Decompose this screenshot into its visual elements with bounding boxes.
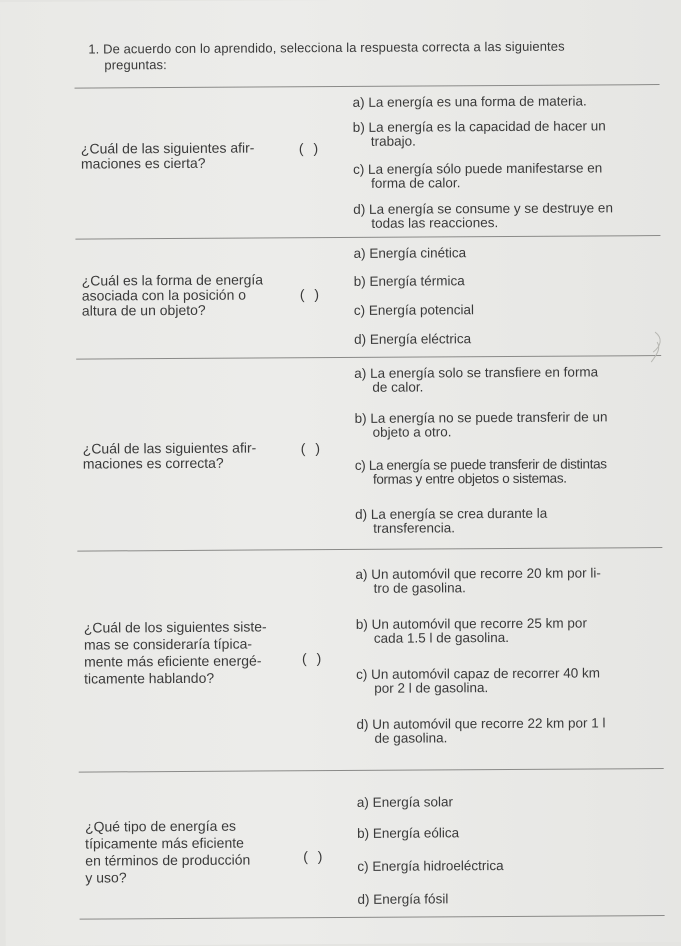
option-a: a) Energía cinética [353,245,467,261]
option-d: d) La energía se consume y se destruye en todas las reacciones. [353,200,613,231]
option-b: b) Energía eólica [357,825,460,841]
option-b: b) La energía no se puede transferir de un objeto a otro. [354,409,608,440]
option-b: b) Un automóvil que recorre 25 km por cada 1.5 l de gasolina. [355,615,587,646]
question-prompt: ¿Cuál de las siguientes afir- maciones es correcta? [82,439,257,472]
divider-q2-q3 [76,355,661,360]
option-c: c) Energía hidroeléctrica [357,858,504,874]
option-a: a) Un automóvil que recorre 20 km por li- tro de gasolina. [355,565,601,596]
option-a: a) Energía solar [356,794,454,810]
option-b: b) Energía térmica [353,273,465,289]
question-prompt: ¿Cuál es la forma de energía asociada con la posición o altura de un objeto? [81,271,264,319]
divider-q3-q4 [77,547,662,552]
question-prompt: ¿Qué tipo de energía es típicamente más eficiente en términos de producción y uso? [84,817,251,886]
answer-blank[interactable]: ( ) [303,848,326,865]
instructions-header [88,38,658,73]
instructions-line-1: 1. De acuerdo con lo aprendido, selecciona la respuesta correcta a las siguientes [88,38,565,57]
instructions-line-2: preguntas: [104,57,167,73]
option-d: d) La energía se crea durante la transferencia. [355,505,548,536]
option-a: a) La energía solo se transfiere en forma de calor. [354,364,599,395]
option-d: d) Energía eléctrica [354,331,472,347]
divider-top [75,84,660,89]
question-prompt: ¿Cuál de las siguientes afir- maciones es cierta? [80,139,255,172]
divider-q1-q2 [75,235,660,240]
option-d: d) Un automóvil que recorre 22 km por 1 l de gasolina. [356,715,606,746]
option-c: c) Un automóvil capaz de recorrer 40 km por 2 l de gasolina. [356,665,601,696]
answer-blank[interactable]: ( ) [299,286,323,303]
answer-blank[interactable]: ( ) [298,140,322,157]
divider-q4-q5 [79,768,664,773]
question-prompt: ¿Cuál de los siguientes siste- mas se consideraría típica- mente más eficiente energé- ticamente hablando? [83,618,267,687]
option-d: d) Energía fósil [357,891,449,907]
answer-blank[interactable]: ( ) [301,650,325,667]
option-a: a) La energía es una forma de materia. [352,93,587,110]
option-c: c) La energía se puede transferir de distintas formas y entre objetos o sistemas. [354,456,607,487]
option-b: b) La energía es la capacidad de hacer un trabajo. [352,118,606,149]
option-c: c) La energía sólo puede manifestarse en forma de calor. [352,160,603,191]
pencil-mark-icon [647,328,677,368]
divider-bottom [80,915,665,920]
answer-blank[interactable]: ( ) [300,440,324,457]
option-c: c) Energía potencial [353,302,475,318]
